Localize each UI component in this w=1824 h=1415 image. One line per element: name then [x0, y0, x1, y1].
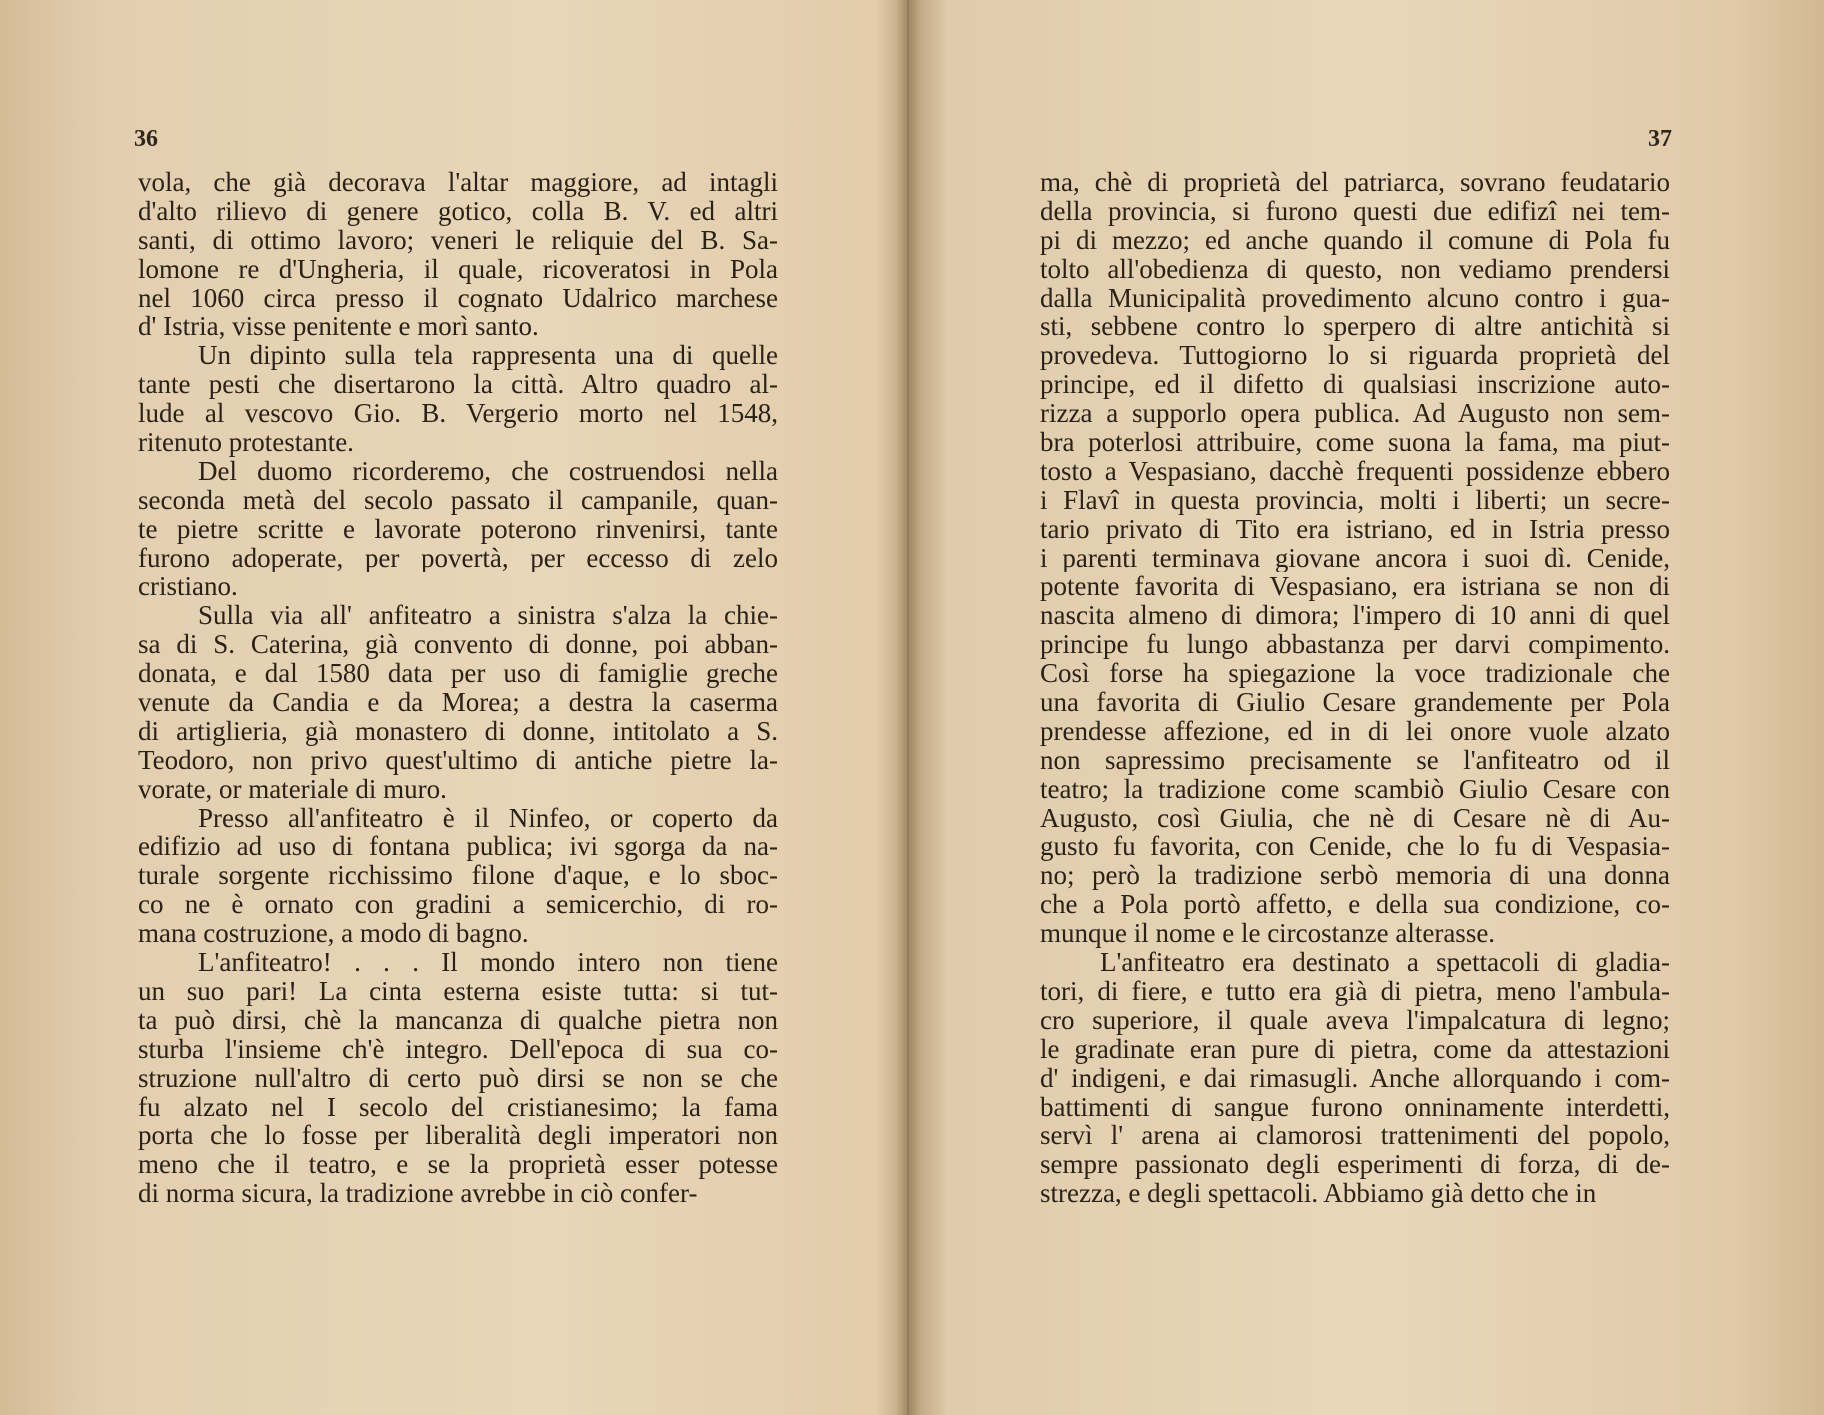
text-line: principe, ed il difetto di qualsiasi inscrizione auto- [1040, 370, 1670, 400]
text-line: teatro; la tradizione come scambiò Giulio Cesare con [1040, 774, 1670, 804]
text-line: edifizio ad uso di fontana publica; ivi sgorga da na- [138, 832, 778, 862]
text-line: meno che il teatro, e se la proprietà esser potesse [138, 1150, 778, 1180]
text-line: fu alzato nel I secolo del cristianesimo; la fama [138, 1092, 778, 1122]
text-line: co ne è ornato con gradini a semicerchio, di ro- [138, 890, 778, 920]
text-line: Teodoro, non privo quest'ultimo di antiche pietre la- [138, 745, 778, 775]
text-line: le gradinate eran pure di pietra, come da attestazioni [1040, 1034, 1670, 1064]
text-line: furono adoperate, per povertà, per eccesso di zelo [138, 543, 778, 573]
text-line: un suo pari! La cinta esterna esiste tutta: si tut- [138, 976, 778, 1006]
text-line: bra poterlosi attribuire, come suona la fama, ma piut- [1040, 428, 1670, 457]
text-line: tario privato di Tito era istriano, ed in Istria presso [1040, 514, 1670, 544]
text-line: d'alto rilievo di genere gotico, colla B. V. ed altri [138, 196, 778, 226]
text-line: vorate, or materiale di muro. [138, 774, 447, 804]
text-line: non sapressimo precisamente se l'anfiteatro od il [1040, 745, 1670, 775]
text-line: nel 1060 circa presso il cognato Udalrico marchese [138, 283, 778, 313]
text-line: tori, di fiere, e tutto era già di pietra, meno l'ambula- [1040, 976, 1670, 1006]
text-line: pi di mezzo; ed anche quando il comune di Pola fu [1040, 225, 1670, 255]
right-page-text [1040, 168, 1670, 1208]
text-line: dalla Municipalità provedimento alcuno contro i gua- [1040, 283, 1670, 313]
text-line: d' indigeni, e dai rimasugli. Anche allorquando i com- [1040, 1063, 1670, 1093]
text-line: L'anfiteatro! . . . Il mondo intero non tiene [198, 948, 778, 977]
text-line: della provincia, si furono questi due edifizî nei tem- [1040, 196, 1670, 226]
text-line: struzione null'altro di certo può dirsi se non se che [138, 1063, 778, 1093]
text-line: lude al vescovo Gio. B. Vergerio morto nel 1548, [138, 399, 778, 429]
text-line: ta può dirsi, chè la mancanza di qualche pietra non [138, 1005, 778, 1035]
text-line: turale sorgente ricchissimo filone d'aque, e lo sboc- [138, 861, 778, 891]
text-line: sti, sebbene contro lo sperpero di altre antichità si [1040, 312, 1670, 342]
text-line: prendesse affezione, ed in di lei onore vuole alzato [1040, 716, 1670, 746]
text-line: una favorita di Giulio Cesare grandemente per Pola [1040, 688, 1670, 717]
text-line: di artiglieria, già monastero di donne, intitolato a S. [138, 716, 778, 746]
text-line: potente favorita di Vespasiano, era istriana se non di [1040, 572, 1670, 602]
text-line: battimenti di sangue furono onninamente interdetti, [1040, 1092, 1670, 1122]
text-line: tante pesti che disertarono la città. Altro quadro al- [138, 370, 778, 400]
left-page-text [138, 168, 778, 1208]
text-line: sa di S. Caterina, già convento di donne, poi abban- [138, 630, 778, 660]
text-line: cro superiore, il quale aveva l'impalcatura di legno; [1040, 1005, 1670, 1035]
text-line: sempre passionato degli esperimenti di forza, di de- [1040, 1150, 1670, 1180]
text-line: ma, chè di proprietà del patriarca, sovrano feudatario [1040, 168, 1670, 197]
text-line: d' Istria, visse penitente e morì santo. [138, 312, 539, 342]
text-line: Del duomo ricorderemo, che costruendosi nella [198, 456, 778, 486]
text-line: rizza a supporlo opera publica. Ad Augusto non sem- [1040, 399, 1670, 429]
text-line: santi, di ottimo lavoro; veneri le reliquie del B. Sa- [138, 225, 778, 255]
text-line: vola, che già decorava l'altar maggiore, ad intagli [138, 168, 778, 197]
text-line: i parenti terminava giovane ancora i suoi dì. Cenide, [1040, 543, 1670, 573]
text-line: no; però la tradizione serbò memoria di una donna [1040, 861, 1670, 891]
text-line: che a Pola portò affetto, e della sua condizione, co- [1040, 890, 1670, 920]
text-line: donata, e dal 1580 data per uso di famiglie greche [138, 659, 778, 689]
text-line: i Flavî in questa provincia, molti i liberti; un secre- [1040, 485, 1670, 515]
text-line: venute da Candia e da Morea; a destra la caserma [138, 688, 778, 717]
text-line: ritenuto protestante. [138, 428, 354, 457]
text-line: strezza, e degli spettacoli. Abbiamo già detto che in [1040, 1179, 1597, 1209]
text-line: Augusto, così Giulia, che nè di Cesare nè di Au- [1040, 803, 1670, 833]
text-line: gusto fu favorita, con Cenide, che lo fu di Vespasia- [1040, 832, 1670, 862]
text-line: Presso all'anfiteatro è il Ninfeo, or coperto da [198, 803, 778, 833]
text-line: munque il nome e le circostanze alterasse. [1040, 919, 1496, 949]
text-line: principe fu lungo abbastanza per darvi compimento. [1040, 630, 1670, 660]
text-line: L'anfiteatro era destinato a spettacoli di gladia- [1100, 948, 1670, 977]
text-line: Un dipinto sulla tela rappresenta una di quelle [198, 341, 778, 371]
text-line: tosto a Vespasiano, dacchè frequenti possidenze ebbero [1040, 456, 1670, 486]
text-line: mana costruzione, a modo di bagno. [138, 919, 529, 949]
page-number-left: 36 [134, 126, 158, 152]
text-line: cristiano. [138, 572, 238, 602]
text-line: lomone re d'Ungheria, il quale, ricoveratosi in Pola [138, 254, 778, 284]
text-line: Così forse ha spiegazione la voce tradizionale che [1040, 659, 1670, 689]
right-page [912, 0, 1824, 1415]
text-line: tolto all'obedienza di questo, non vediamo prendersi [1040, 254, 1670, 284]
text-line: porta che lo fosse per liberalità degli imperatori non [138, 1121, 778, 1151]
page-number-right: 37 [1648, 126, 1672, 152]
text-line: provedeva. Tuttogiorno lo si riguarda proprietà del [1040, 341, 1670, 371]
text-line: seconda metà del secolo passato il campanile, quan- [138, 485, 778, 515]
text-line: sturba l'insieme ch'è integro. Dell'epoca di sua co- [138, 1034, 778, 1064]
left-page [0, 0, 900, 1415]
text-line: nascita almeno di dimora; l'impero di 10 anni di quel [1040, 601, 1670, 631]
text-line: Sulla via all' anfiteatro a sinistra s'alza la chie- [198, 601, 778, 631]
text-line: servì l' arena ai clamorosi trattenimenti del popolo, [1040, 1121, 1670, 1151]
text-line: di norma sicura, la tradizione avrebbe in ciò confer- [138, 1179, 698, 1209]
text-line: te pietre scritte e lavorate poterono rinvenirsi, tante [138, 514, 778, 544]
